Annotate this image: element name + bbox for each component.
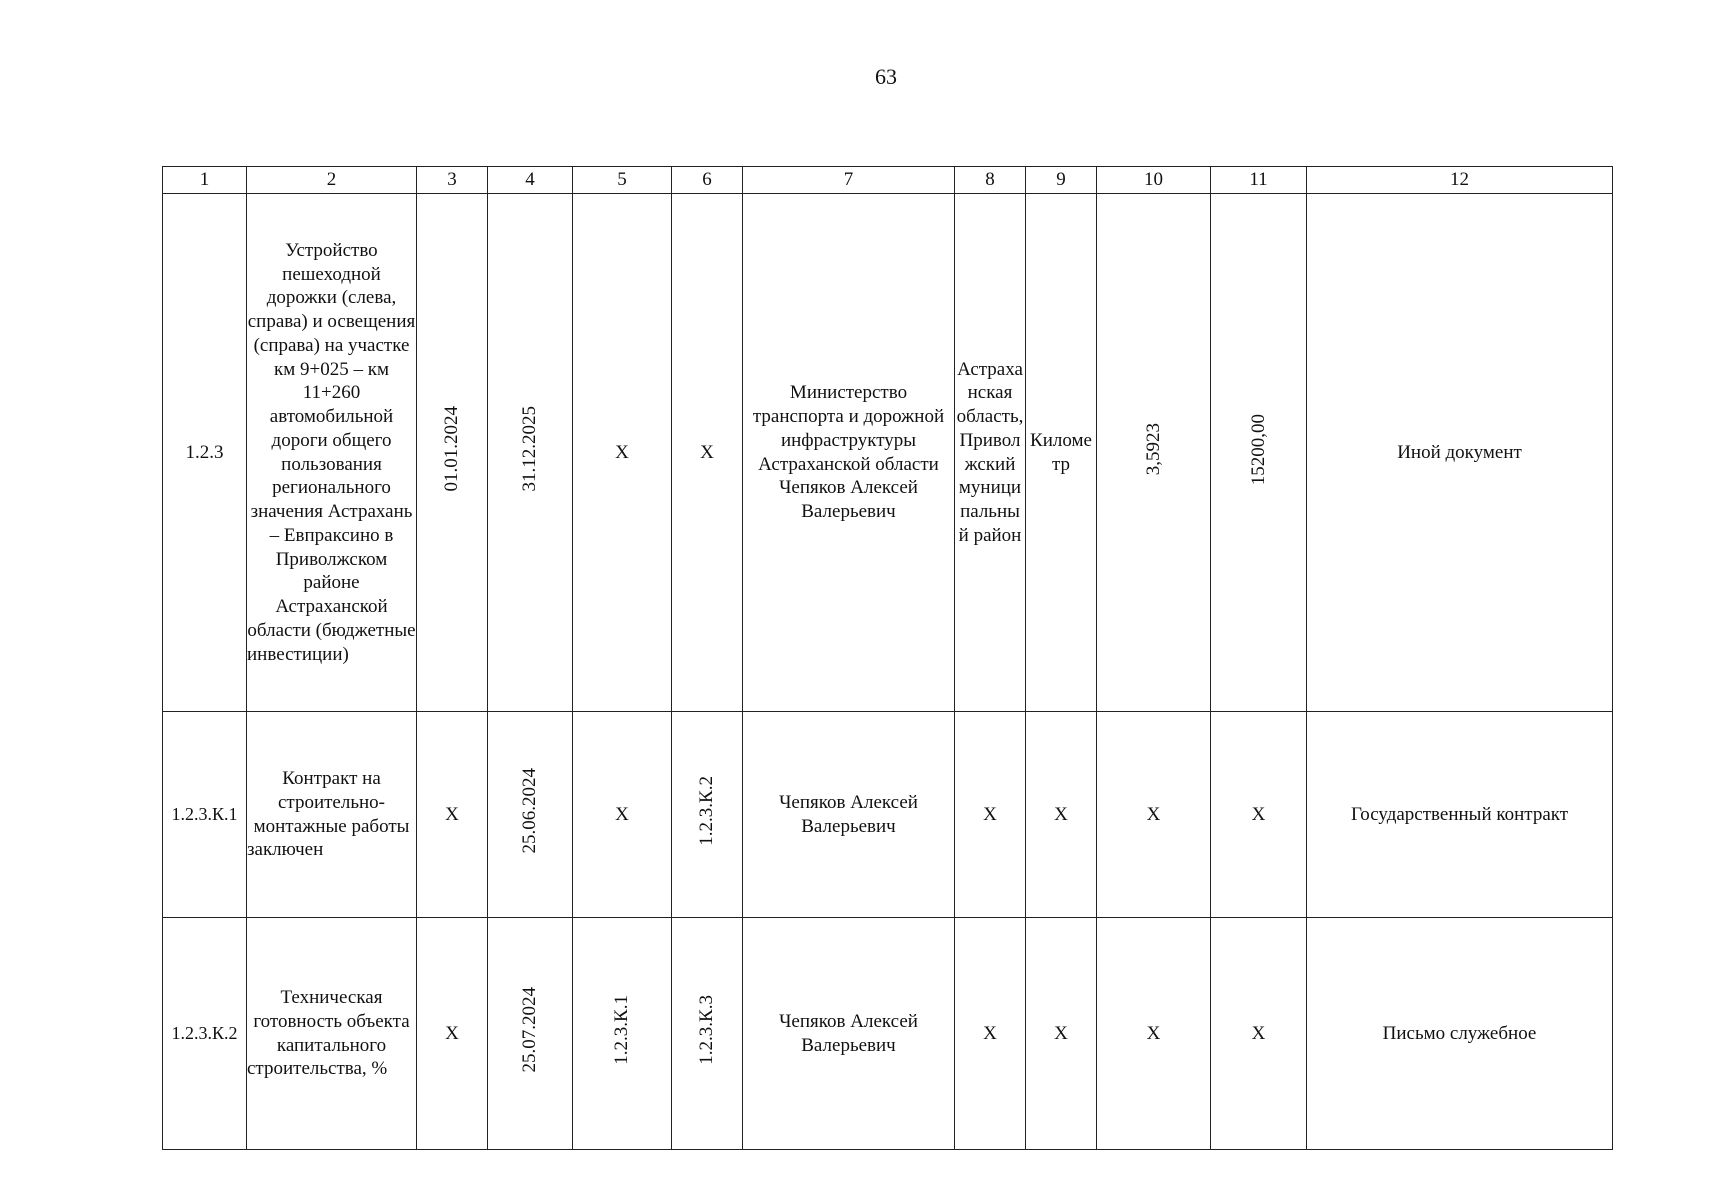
column-header: 10: [1097, 167, 1211, 194]
cell-unit: X: [1026, 712, 1097, 918]
column-header: 9: [1026, 167, 1097, 194]
cell-start: X: [417, 712, 488, 918]
cell-end: [488, 712, 573, 918]
cell-value: X: [1097, 918, 1211, 1150]
cell-territory: X: [955, 918, 1026, 1150]
cell-code: 1.2.3.К.1: [163, 712, 247, 918]
cell-name: Техническая готовность объекта капитального строительства, %: [247, 918, 417, 1150]
table-row: [163, 712, 1613, 918]
predecessor-code: 1.2.3.К.1: [611, 995, 633, 1065]
cell-name: Контракт на строительно-монтажные работы заключен: [247, 712, 417, 918]
finance-text: 15200,00: [1247, 413, 1269, 485]
cell-predecessor: X: [573, 194, 672, 712]
column-header: 4: [488, 167, 573, 194]
cell-code: 1.2.3: [163, 194, 247, 712]
cell-start: [417, 194, 488, 712]
end-date: 31.12.2025: [519, 406, 541, 492]
cell-code: 1.2.3.К.2: [163, 918, 247, 1150]
cell-end: [488, 194, 573, 712]
cell-document: Иной документ: [1307, 194, 1613, 712]
cell-unit: X: [1026, 918, 1097, 1150]
cell-territory: X: [955, 712, 1026, 918]
column-header: 5: [573, 167, 672, 194]
end-date: 25.07.2024: [519, 987, 541, 1073]
cell-territory: Астраханская область, Приволжский муниципальный район: [955, 194, 1026, 712]
cell-finance: [1211, 194, 1307, 712]
successor-code: 1.2.3.К.2: [696, 776, 718, 846]
cell-responsible: Чепяков Алексей Валерьевич: [743, 918, 955, 1150]
cell-document: Государственный контракт: [1307, 712, 1613, 918]
cell-value: X: [1097, 712, 1211, 918]
cell-responsible: Министерство транспорта и дорожной инфраструктуры Астраханской области Чепяков Алексей Валерьевич: [743, 194, 955, 712]
plan-table: [162, 166, 1613, 1150]
cell-successor: X: [672, 194, 743, 712]
cell-document: Письмо служебное: [1307, 918, 1613, 1150]
column-header: 8: [955, 167, 1026, 194]
start-date: 01.01.2024: [441, 406, 463, 492]
successor-code: 1.2.3.К.3: [696, 995, 718, 1065]
column-header: 3: [417, 167, 488, 194]
cell-name: Устройство пешеходной дорожки (слева, справа) и освещения (справа) на участке км 9+025 – км 11+260 автомобильной дороги общего пользования регионального значения Астрахань – Евпраксино в Приволжском районе Астраханской области (бюджетные инвестиции): [247, 194, 417, 712]
cell-start: X: [417, 918, 488, 1150]
cell-unit: Километр: [1026, 194, 1097, 712]
table-row: [163, 918, 1613, 1150]
column-header: 11: [1211, 167, 1307, 194]
cell-responsible: Чепяков Алексей Валерьевич: [743, 712, 955, 918]
cell-predecessor: X: [573, 712, 672, 918]
cell-successor: [672, 918, 743, 1150]
cell-value: [1097, 194, 1211, 712]
page-number: 63: [875, 64, 897, 89]
value-text: 3,5923: [1142, 423, 1164, 476]
cell-finance: X: [1211, 712, 1307, 918]
column-header: 6: [672, 167, 743, 194]
table-row: [163, 194, 1613, 712]
column-number-row: [163, 167, 1613, 194]
cell-successor: [672, 712, 743, 918]
end-date: 25.06.2024: [519, 768, 541, 854]
column-header: 1: [163, 167, 247, 194]
cell-finance: X: [1211, 918, 1307, 1150]
cell-predecessor: [573, 918, 672, 1150]
column-header: 12: [1307, 167, 1613, 194]
cell-end: [488, 918, 573, 1150]
column-header: 7: [743, 167, 955, 194]
column-header: 2: [247, 167, 417, 194]
